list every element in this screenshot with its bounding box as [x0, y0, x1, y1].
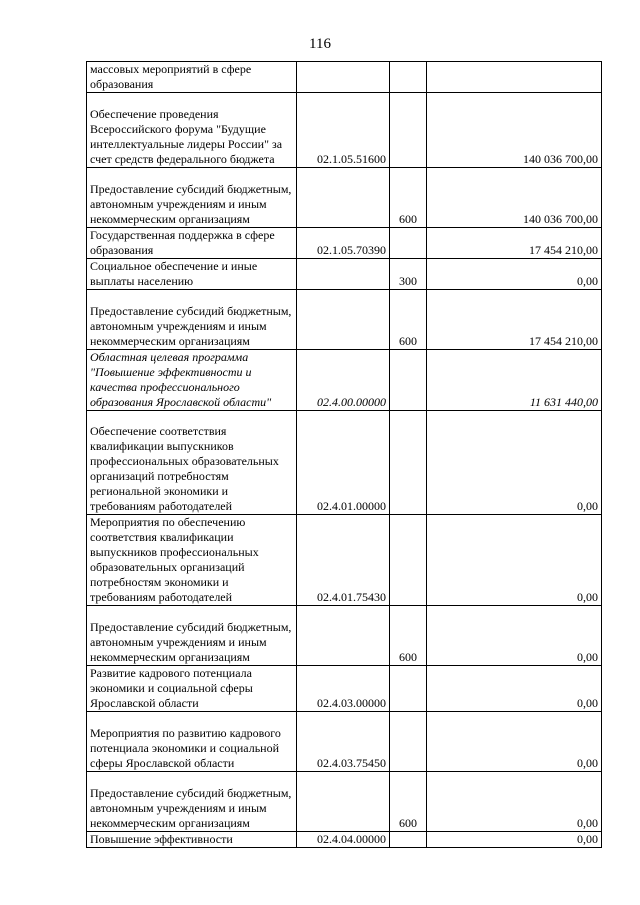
table-row [87, 168, 602, 228]
row-name-cell: Обеспечение соответствия квалификации выпускников профессиональных образовательных организаций потребностям региональной экономики и требованиям работодателей [87, 411, 297, 515]
table-row [87, 832, 602, 848]
row-code-cell [297, 606, 390, 666]
table-row [87, 666, 602, 712]
row-amount-cell: 0,00 [427, 832, 602, 848]
row-code-cell: 02.1.05.70390 [297, 228, 390, 259]
row-amount-cell: 0,00 [427, 666, 602, 712]
row-name-cell: Обеспечение проведения Всероссийского форума "Будущие интеллектуальные лидеры России" за счет средств федерального бюджета [87, 93, 297, 168]
row-code-cell: 02.4.03.75450 [297, 712, 390, 772]
row-type-cell [390, 350, 427, 411]
row-type-cell [390, 666, 427, 712]
row-name-cell: массовых мероприятий в сфере образования [87, 62, 297, 93]
row-amount-cell: 11 631 440,00 [427, 350, 602, 411]
row-name-cell: Предоставление субсидий бюджетным, автономным учреждениям и иным некоммерческим организациям [87, 606, 297, 666]
table-row [87, 228, 602, 259]
row-code-cell [297, 168, 390, 228]
row-name-cell: Предоставление субсидий бюджетным, автономным учреждениям и иным некоммерческим организациям [87, 168, 297, 228]
row-code-cell [297, 62, 390, 93]
row-amount-cell: 0,00 [427, 606, 602, 666]
row-name-cell: Мероприятия по развитию кадрового потенциала экономики и социальной сферы Ярославской области [87, 712, 297, 772]
row-code-cell: 02.4.01.75430 [297, 515, 390, 606]
row-code-cell: 02.1.05.51600 [297, 93, 390, 168]
row-amount-cell: 0,00 [427, 515, 602, 606]
table-row [87, 772, 602, 832]
row-type-cell: 600 [390, 168, 427, 228]
row-name-cell: Социальное обеспечение и иные выплаты населению [87, 259, 297, 290]
row-name-cell: Государственная поддержка в сфере образования [87, 228, 297, 259]
row-name-cell: Мероприятия по обеспечению соответствия квалификации выпускников профессиональных образовательных организаций потребностям экономики и требованиям работодателей [87, 515, 297, 606]
budget-table [86, 61, 602, 848]
table-row [87, 62, 602, 93]
row-amount-cell: 0,00 [427, 712, 602, 772]
table-row-program [87, 350, 602, 411]
row-type-cell: 600 [390, 606, 427, 666]
row-amount-cell: 0,00 [427, 411, 602, 515]
table-row [87, 515, 602, 606]
row-code-cell: 02.4.03.00000 [297, 666, 390, 712]
table-row [87, 93, 602, 168]
row-amount-cell [427, 62, 602, 93]
table-row [87, 606, 602, 666]
row-type-cell [390, 712, 427, 772]
row-code-cell: 02.4.04.00000 [297, 832, 390, 848]
row-type-cell [390, 228, 427, 259]
row-type-cell [390, 832, 427, 848]
table-row [87, 411, 602, 515]
row-code-cell [297, 772, 390, 832]
row-amount-cell: 17 454 210,00 [427, 290, 602, 350]
row-amount-cell: 0,00 [427, 259, 602, 290]
row-code-cell: 02.4.00.00000 [297, 350, 390, 411]
table-row [87, 290, 602, 350]
row-amount-cell: 140 036 700,00 [427, 168, 602, 228]
row-code-cell [297, 259, 390, 290]
row-name-cell: Предоставление субсидий бюджетным, автономным учреждениям и иным некоммерческим организациям [87, 290, 297, 350]
row-type-cell [390, 411, 427, 515]
row-name-cell: Областная целевая программа "Повышение эффективности и качества профессионального образования Ярославской области" [87, 350, 297, 411]
row-type-cell [390, 93, 427, 168]
row-name-cell: Развитие кадрового потенциала экономики и социальной сферы Ярославской области [87, 666, 297, 712]
row-type-cell: 300 [390, 259, 427, 290]
row-type-cell: 600 [390, 290, 427, 350]
row-type-cell [390, 515, 427, 606]
row-amount-cell: 17 454 210,00 [427, 228, 602, 259]
row-amount-cell: 0,00 [427, 772, 602, 832]
row-amount-cell: 140 036 700,00 [427, 93, 602, 168]
row-type-cell: 600 [390, 772, 427, 832]
row-name-cell: Предоставление субсидий бюджетным, автономным учреждениям и иным некоммерческим организациям [87, 772, 297, 832]
table-row [87, 259, 602, 290]
table-row [87, 712, 602, 772]
row-type-cell [390, 62, 427, 93]
row-name-cell: Повышение эффективности [87, 832, 297, 848]
row-code-cell: 02.4.01.00000 [297, 411, 390, 515]
row-code-cell [297, 290, 390, 350]
page-number: 116 [309, 36, 331, 52]
